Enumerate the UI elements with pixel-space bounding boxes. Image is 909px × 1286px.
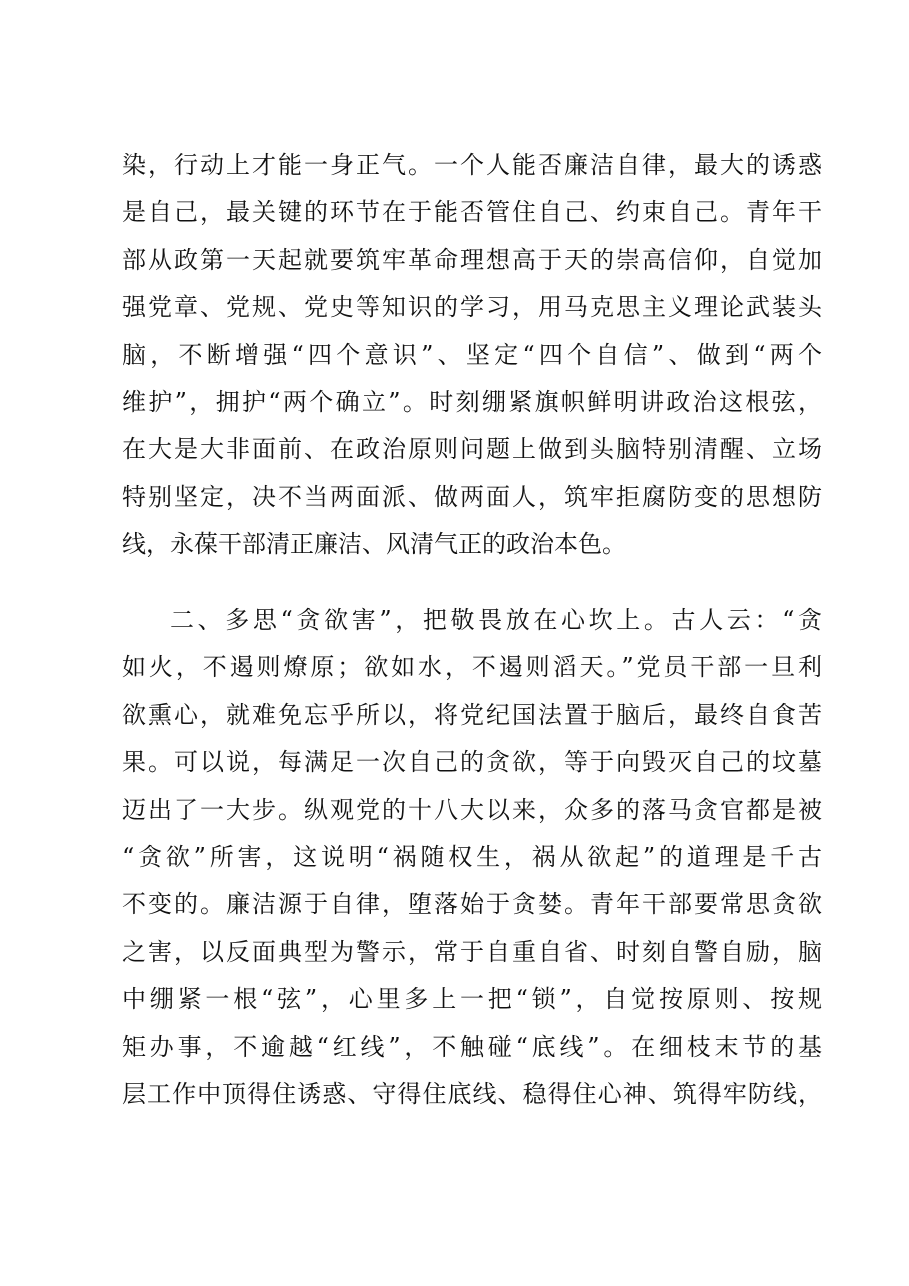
paragraph-line: 不变的。廉洁源于自律，堕落始于贪婪。青年干部要常思贪欲 <box>122 890 822 919</box>
paragraph-line: “贪欲”所害，这说明“祸随权生，祸从欲起”的道理是千古 <box>122 842 822 871</box>
paragraph-line: 特别坚定，决不当两面派、做两面人，筑牢拒腐防变的思想防 <box>122 482 822 511</box>
paragraph-2 <box>122 597 822 1118</box>
paragraph-line: 线，永葆干部清正廉洁、风清气正的政治本色。 <box>122 530 626 559</box>
paragraph-line: 是自己，最关键的环节在于能否管住自己、约束自己。青年干 <box>122 198 822 227</box>
paragraph-1 <box>122 142 822 569</box>
paragraph-line: 矩办事，不逾越“红线”，不触碰“底线”。在细枝末节的基 <box>122 1032 822 1061</box>
paragraph-line: 如火，不遏则燎原；欲如水，不遏则滔天。”党员干部一旦利 <box>122 653 822 682</box>
paragraph-line: 二、多思“贪欲害”，把敬畏放在心坎上。古人云：“贪 <box>170 606 822 634</box>
paragraph-line: 层工作中顶得住诱惑、守得住底线、稳得住心神、筑得牢防线， <box>122 1079 822 1108</box>
paragraph-line: 染，行动上才能一身正气。一个人能否廉洁自律，最大的诱惑 <box>122 151 822 179</box>
paragraph-line: 迈出了一大步。纵观党的十八大以来，众多的落马贪官都是被 <box>122 795 822 824</box>
paragraph-line: 之害，以反面典型为警示，常于自重自省、时刻自警自励，脑 <box>122 937 822 966</box>
paragraph-line: 果。可以说，每满足一次自己的贪欲，等于向毁灭自己的坟墓 <box>122 748 822 777</box>
paragraph-line: 强党章、党规、党史等知识的学习，用马克思主义理论武装头 <box>122 293 822 322</box>
paragraph-line: 脑，不断增强“四个意识”、坚定“四个自信”、做到“两个 <box>122 340 822 369</box>
paragraph-line: 维护”，拥护“两个确立”。时刻绷紧旗帜鲜明讲政治这根弦， <box>122 387 822 416</box>
paragraph-line: 欲熏心，就难免忘乎所以，将党纪国法置于脑后，最终自食苦 <box>122 700 822 729</box>
paragraph-line: 部从政第一天起就要筑牢革命理想高于天的崇高信仰，自觉加 <box>122 245 822 274</box>
paragraph-line: 中绷紧一根“弦”，心里多上一把“锁”，自觉按原则、按规 <box>122 985 822 1014</box>
paragraph-line: 在大是大非面前、在政治原则问题上做到头脑特别清醒、立场 <box>122 435 822 464</box>
